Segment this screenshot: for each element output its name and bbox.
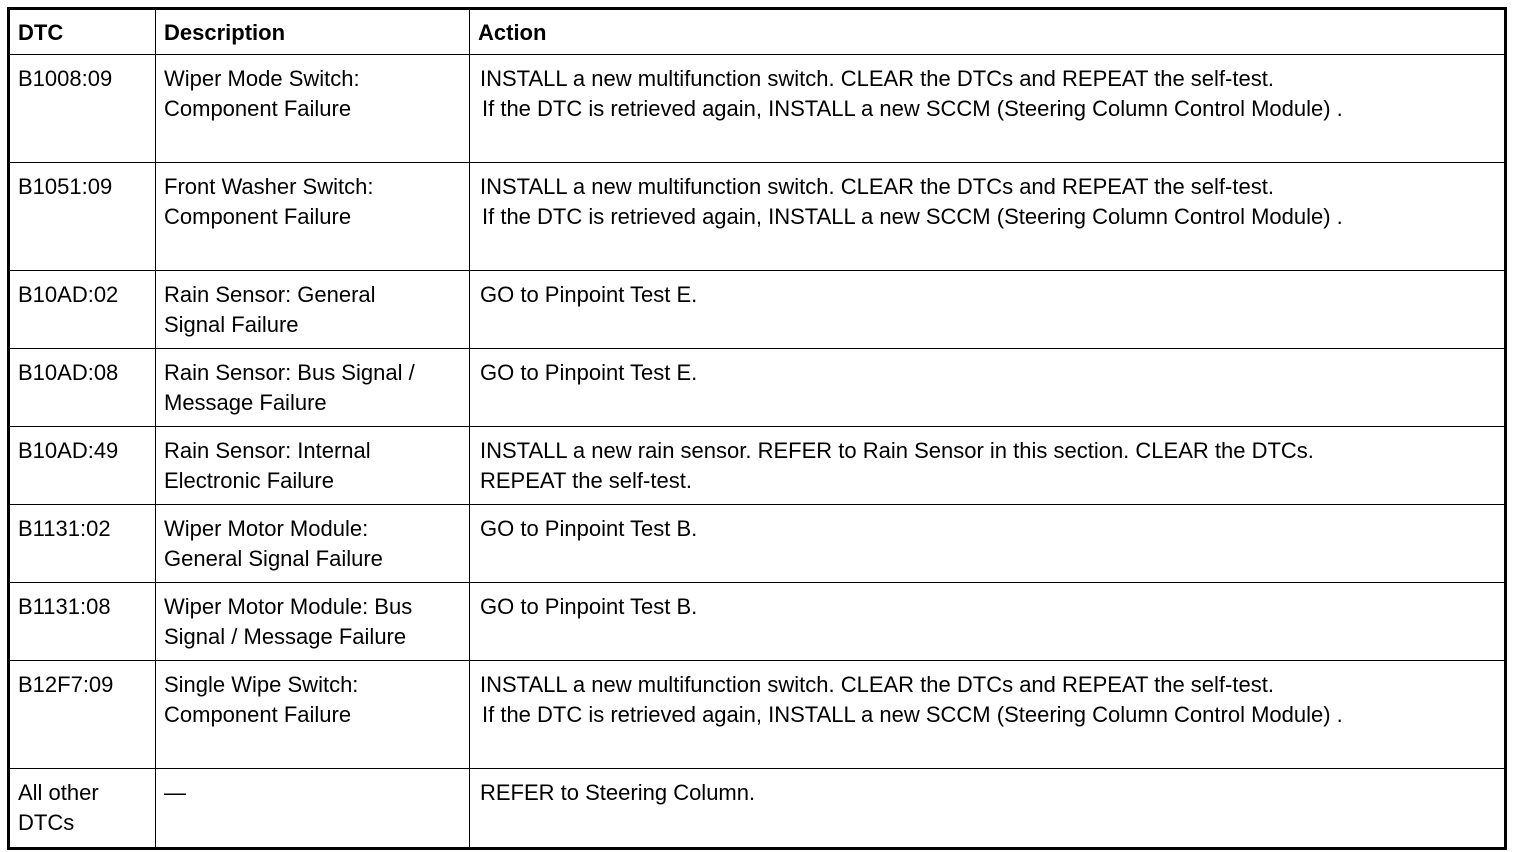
dtc-description — [156, 55, 470, 163]
dtc-action — [470, 505, 1506, 583]
action-line: GO to Pinpoint Test E. — [480, 360, 698, 385]
description-line: Message Failure — [164, 390, 327, 415]
action-line: INSTALL a new multifunction switch. CLEAR the DTCs and REPEAT the self-test. — [480, 174, 1274, 199]
dtc-description — [156, 505, 470, 583]
dtc-code: B1131:02 — [9, 505, 156, 583]
description-line: Front Washer Switch: — [164, 174, 374, 199]
table-row — [9, 271, 1506, 349]
dtc-table — [7, 7, 1507, 850]
action-line: GO to Pinpoint Test B. — [480, 516, 698, 541]
dtc-description — [156, 583, 470, 661]
action-line: GO to Pinpoint Test E. — [480, 282, 698, 307]
description-line: Wiper Mode Switch: — [164, 66, 360, 91]
description-line: Rain Sensor: Bus Signal / — [164, 360, 415, 385]
dtc-description — [156, 163, 470, 271]
description-line: Component Failure — [164, 204, 352, 229]
action-line: If the DTC is retrieved again, INSTALL a new SCCM (Steering Column Control Module) . — [482, 96, 1343, 121]
table-header-row — [9, 9, 1506, 55]
description-line: Signal / Message Failure — [164, 624, 407, 649]
table-row — [9, 427, 1506, 505]
dtc-code: B10AD:02 — [9, 271, 156, 349]
dtc-description — [156, 661, 470, 769]
description-line: — — [164, 780, 186, 805]
dtc-action — [470, 661, 1506, 769]
description-line: Rain Sensor: General — [164, 282, 376, 307]
dtc-description — [156, 427, 470, 505]
table-row — [9, 349, 1506, 427]
dtc-description — [156, 349, 470, 427]
description-line: Wiper Motor Module: Bus — [164, 594, 413, 619]
header-dtc: DTC — [9, 9, 156, 55]
action-line: REFER to Steering Column. — [480, 780, 756, 805]
dtc-code-line: All other — [18, 780, 99, 805]
dtc-action — [470, 583, 1506, 661]
dtc-code: B1051:09 — [9, 163, 156, 271]
dtc-action — [470, 427, 1506, 505]
dtc-action — [470, 349, 1506, 427]
action-line: GO to Pinpoint Test B. — [480, 594, 698, 619]
dtc-action — [470, 55, 1506, 163]
table-row — [9, 163, 1506, 271]
dtc-description — [156, 769, 470, 849]
dtc-code-line: DTCs — [18, 810, 75, 835]
dtc-code: B12F7:09 — [9, 661, 156, 769]
table-row — [9, 55, 1506, 163]
action-line: INSTALL a new multifunction switch. CLEAR the DTCs and REPEAT the self-test. — [480, 66, 1274, 91]
action-line: If the DTC is retrieved again, INSTALL a new SCCM (Steering Column Control Module) . — [482, 702, 1343, 727]
description-line: Electronic Failure — [164, 468, 334, 493]
dtc-action — [470, 769, 1506, 849]
action-line: INSTALL a new multifunction switch. CLEAR the DTCs and REPEAT the self-test. — [480, 672, 1274, 697]
dtc-code: B10AD:08 — [9, 349, 156, 427]
description-line: Wiper Motor Module: — [164, 516, 369, 541]
dtc-action — [470, 271, 1506, 349]
description-line: General Signal Failure — [164, 546, 383, 571]
dtc-action — [470, 163, 1506, 271]
table-row — [9, 505, 1506, 583]
action-line: INSTALL a new rain sensor. REFER to Rain Sensor in this section. CLEAR the DTCs. — [480, 438, 1314, 463]
dtc-description — [156, 271, 470, 349]
header-description: Description — [156, 9, 470, 55]
description-line: Component Failure — [164, 702, 352, 727]
table-row — [9, 769, 1506, 849]
action-line: REPEAT the self-test. — [480, 468, 692, 493]
dtc-code: B1008:09 — [9, 55, 156, 163]
action-line: If the DTC is retrieved again, INSTALL a new SCCM (Steering Column Control Module) . — [482, 204, 1343, 229]
description-line: Component Failure — [164, 96, 352, 121]
dtc-code — [9, 769, 156, 849]
table-row — [9, 583, 1506, 661]
description-line: Single Wipe Switch: — [164, 672, 359, 697]
description-line: Signal Failure — [164, 312, 299, 337]
table-row — [9, 661, 1506, 769]
dtc-code: B1131:08 — [9, 583, 156, 661]
dtc-code: B10AD:49 — [9, 427, 156, 505]
header-action: Action — [470, 9, 1506, 55]
description-line: Rain Sensor: Internal — [164, 438, 371, 463]
